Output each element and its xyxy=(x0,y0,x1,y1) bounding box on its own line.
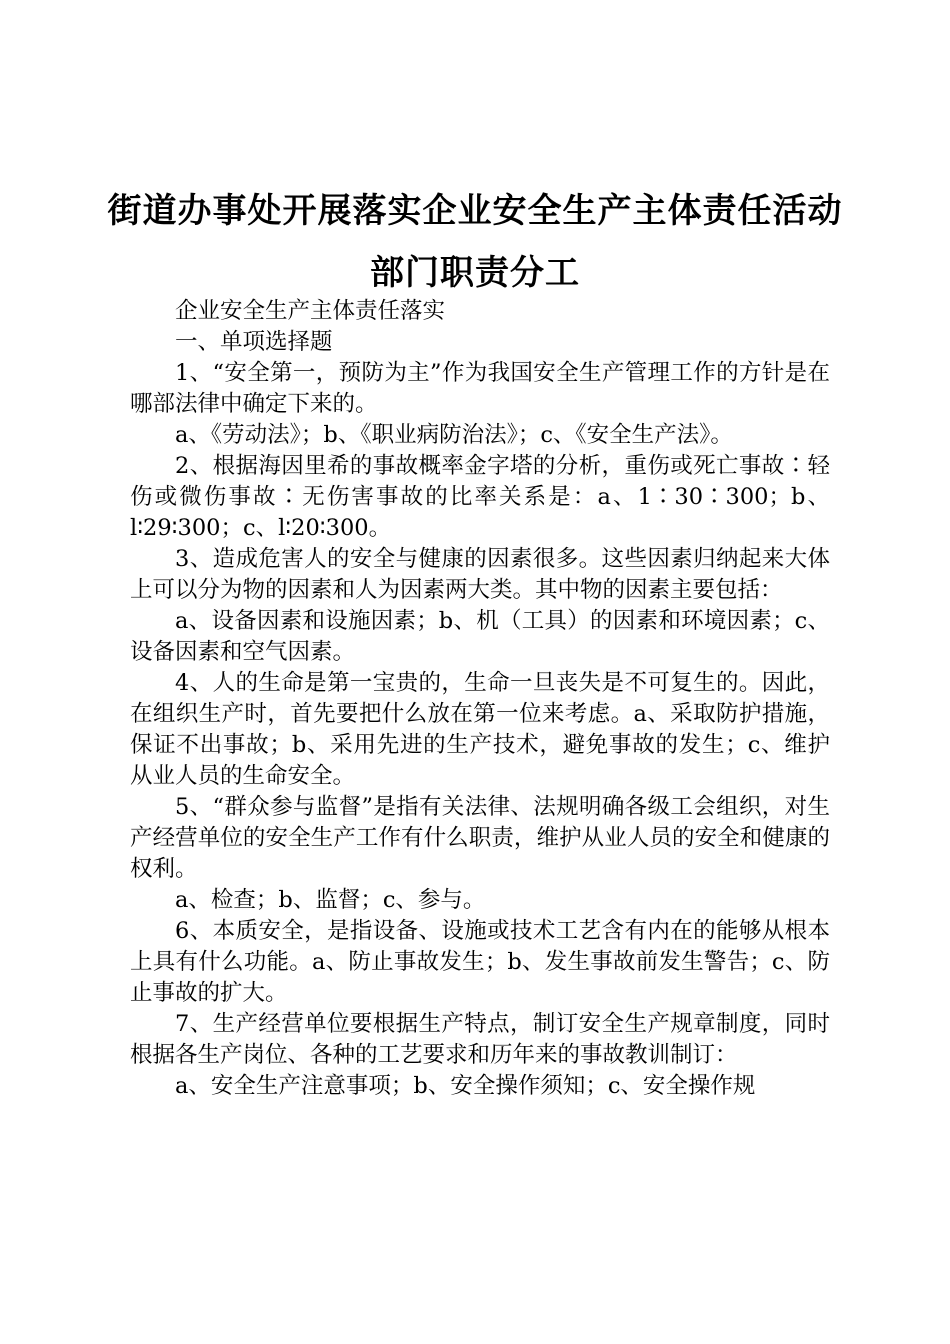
question-6: 6、本质安全，是指设备、设施或技术工艺含有内在的能够从根本上具有什么功能。a、防止事故发生；b、发生事故前发生警告；c、防止事故的扩大。 xyxy=(130,918,830,1006)
question-3-options: a、设备因素和设施因素；b、机（工具）的因素和环境因素；c、设备因素和空气因素。 xyxy=(130,608,830,665)
question-5-options: a、检查；b、监督；c、参与。 xyxy=(175,887,486,913)
question-1: 1、“安全第一，预防为主”作为我国安全生产管理工作的方针是在哪部法律中确定下来的。 xyxy=(130,360,830,417)
question-2: 2、根据海因里希的事故概率金字塔的分析，重伤或死亡事故∶轻伤或微伤事故∶无伤害事故的比率关系是：a、1∶30∶300；b、l∶29∶300；c、l∶20∶300。 xyxy=(130,453,830,541)
section-heading: 企业安全生产主体责任落实 xyxy=(175,298,446,324)
question-1-options: a、《劳动法》；b、《职业病防治法》；c、《安全生产法》。 xyxy=(175,422,733,448)
document-body xyxy=(130,296,830,1102)
question-3: 3、造成危害人的安全与健康的因素很多。这些因素归纳起来大体上可以分为物的因素和人为因素两大类。其中物的因素主要包括： xyxy=(130,546,830,603)
document-title: 街道办事处开展落实企业安全生产主体责任活动部门职责分工 xyxy=(107,191,843,293)
question-7-options: a、安全生产注意事项；b、安全操作须知；c、安全操作规 xyxy=(175,1073,756,1099)
question-7: 7、生产经营单位要根据生产特点，制订安全生产规章制度，同时根据各生产岗位、各种的工艺要求和历年来的事故教训制订： xyxy=(130,1011,830,1068)
question-4: 4、人的生命是第一宝贵的，生命一旦丧失是不可复生的。因此，在组织生产时，首先要把什么放在第一位来考虑。a、采取防护措施，保证不出事故；b、采用先进的生产技术，避免事故的发生；c、维护从业人员的生命安全。 xyxy=(130,670,830,789)
question-5: 5、“群众参与监督”是指有关法律、法规明确各级工会组织，对生产经营单位的安全生产工作有什么职责，维护从业人员的安全和健康的权利。 xyxy=(130,794,830,882)
section-subheading: 一、单项选择题 xyxy=(175,329,333,355)
